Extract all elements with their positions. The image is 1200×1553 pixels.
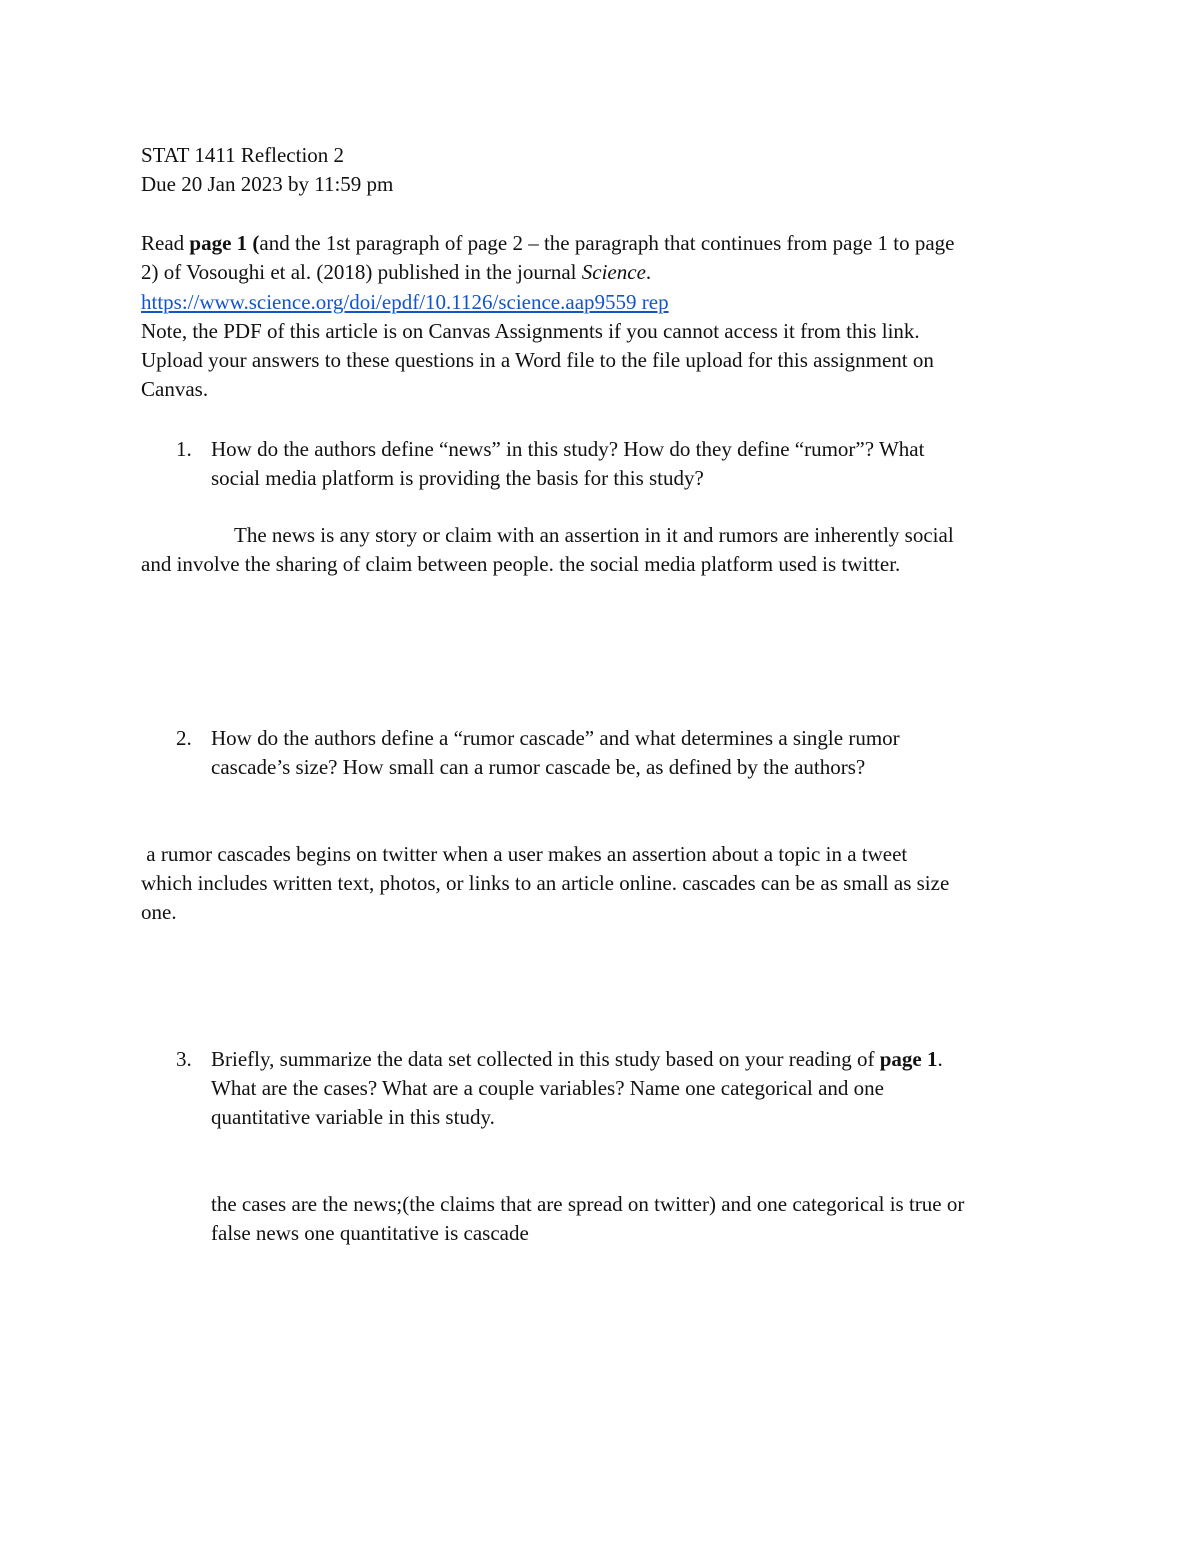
question-3-line2: What are the cases? What are a couple variables? Name one categorical and one (211, 1076, 884, 1100)
answer-2-line2: which includes written text, photos, or links to an article online. cascades can be as small as size (141, 871, 950, 895)
answer-2-line1: a rumor cascades begins on twitter when a user makes an assertion about a topic in a tweet (141, 842, 908, 866)
pdf-note: Note, the PDF of this article is on Canvas Assignments if you cannot access it from this link. (141, 319, 920, 343)
read-rest-text: and the 1st paragraph of page 2 – the paragraph that continues from page 1 to page (259, 231, 955, 255)
read-line2-suffix: . (645, 260, 652, 284)
question-2-line1: How do the authors define a “rumor cascade” and what determines a single rumor (211, 726, 900, 750)
question-3-number: 3. (176, 1047, 192, 1071)
question-3-bold: page 1 (879, 1047, 938, 1071)
upload-instruction-line2: Canvas. (141, 377, 209, 401)
read-prefix: Read (141, 231, 190, 255)
question-2-line2: cascade’s size? How small can a rumor cascade be, as defined by the authors? (211, 755, 866, 779)
question-1-number: 1. (176, 437, 192, 461)
answer-3-line2: false news one quantitative is cascade (211, 1221, 529, 1245)
question-3-prefix: Briefly, summarize the data set collected in this study based on your reading of (211, 1047, 880, 1071)
answer-3-line1: the cases are the news;(the claims that are spread on twitter) and one categorical is true or (211, 1192, 965, 1216)
document-title: STAT 1411 Reflection 2 (141, 143, 345, 167)
question-3-suffix: . (937, 1047, 943, 1071)
upload-instruction-line1: Upload your answers to these questions in a Word file to the file upload for this assignment on (141, 348, 934, 372)
question-3-line1 (211, 1045, 1071, 1074)
question-1-line2: social media platform is providing the basis for this study? (211, 466, 704, 490)
due-date: Due 20 Jan 2023 by 11:59 pm (141, 172, 394, 196)
read-line2-prefix: 2) of Vosoughi et al. (2018) published in the journal (141, 260, 582, 284)
read-instruction-line1 (141, 229, 955, 258)
question-1-line1: How do the authors define “news” in this study? How do they define “rumor”? What (211, 437, 925, 461)
answer-2-line3: one. (141, 900, 177, 924)
question-3-line3: quantitative variable in this study. (211, 1105, 495, 1129)
answer-1-line2: and involve the sharing of claim between people. the social media platform used is twitter. (141, 552, 901, 576)
read-bold-text: page 1 ( (189, 231, 260, 255)
answer-1-line1: The news is any story or claim with an assertion in it and rumors are inherently social (234, 523, 954, 547)
article-link[interactable]: https://www.science.org/doi/epdf/10.1126/science.aap9559 rep (141, 290, 669, 314)
question-2-number: 2. (176, 726, 192, 750)
journal-name: Science (581, 260, 646, 284)
read-instruction-line2 (141, 258, 651, 287)
